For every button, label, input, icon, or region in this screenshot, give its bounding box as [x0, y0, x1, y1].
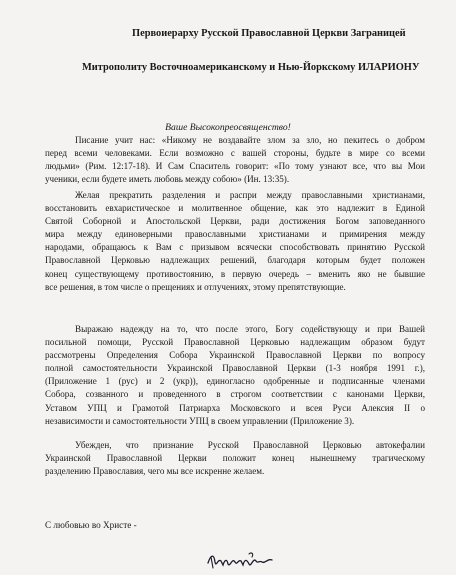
text-line: людьми» (Рим. 12:17-18). И Сам Спаситель говорит: «По тому узнают все, что вы Мои	[45, 161, 425, 172]
text-line: полной самостоятельности Украинской Православной Церкви (1-3 ноября 1991 г.),	[45, 363, 425, 374]
paragraph-4	[45, 439, 425, 478]
text-line: Православной Церковью надлежащих решений, благодаря которым будет положен	[45, 255, 425, 266]
text-line: все решения, в том числе о прещениях и отлучениях, этому препятствующие.	[45, 281, 346, 292]
text-line: Убежден, что признание Русской Православной Церковью автокефалии	[75, 440, 425, 450]
text-line: рассмотрены Определения Собора Украинской Православной Церкви по вопросу	[45, 350, 425, 361]
closing: С любовью во Христе -	[45, 520, 137, 530]
text-line: Писание учит нас: «Никому не воздавайте злом за зло, но пекитесь о добром	[75, 135, 425, 145]
text-line: Украинской Православной Церкви положит конец нынешнему трагическому	[45, 453, 425, 464]
text-line: Уставом УПЦ и Грамотой Патриарха Московского и всея Руси Алексия II о	[45, 402, 425, 413]
text-line: Выражаю надежду на то, что после этого, Богу содействующу и при Вашей	[75, 324, 425, 334]
text-line: ученики, если будете иметь любовь между собою» (Ин. 13:35).	[45, 174, 290, 185]
text-line: (Приложение 1 (рус) и 2 (укр)), единогласно одобренные и подписанные членами	[45, 376, 425, 387]
text-line: восстановить евхаристическое и молитвенное общение, как это надлежит в Единой	[45, 203, 425, 214]
text-line: посильной помощи, Русской Православной Церковью надлежащим образом будут	[45, 337, 425, 348]
text-line: мира между единоверными православными христианами и примирения между	[45, 229, 425, 240]
text-line: Собора, созванного и проведенного в строгом соответствии с канонами Церкви,	[45, 389, 425, 400]
text-line: независимости и самостоятельности УПЦ в своем управлении (Приложение 3).	[45, 415, 355, 426]
greeting: Ваше Высокопреосвященство!	[165, 122, 291, 133]
text-line: Святой Соборной и Апостольской Церкви, ради достижения Богом заповеданного	[45, 216, 425, 227]
addressee-line-2: Митрополиту Восточноамериканскому и Нью-Йоркскому ИЛАРИОНУ	[82, 62, 420, 73]
text-line: перед всеми человеками. Если возможно с вашей стороны, будьте в мире со всеми	[45, 148, 425, 159]
text-line: разделению Православия, чего мы все искренне желаем.	[45, 466, 265, 477]
addressee-line-1: Первоиерарху Русской Православной Церкви Заграницей	[132, 28, 406, 39]
text-line: Желая прекратить разделения и распри между православными христианами,	[75, 190, 425, 200]
text-line: народами, обращаюсь к Вам с призывом всячески способствовать принятию Русской	[45, 242, 425, 253]
handwritten-signature	[205, 548, 275, 572]
paragraph-1	[45, 134, 425, 186]
paragraph-2	[45, 189, 425, 294]
text-line: конец существующему противостоянию, в первую очередь – вменить яко не бывшие	[45, 268, 425, 279]
paragraph-3	[45, 323, 425, 428]
